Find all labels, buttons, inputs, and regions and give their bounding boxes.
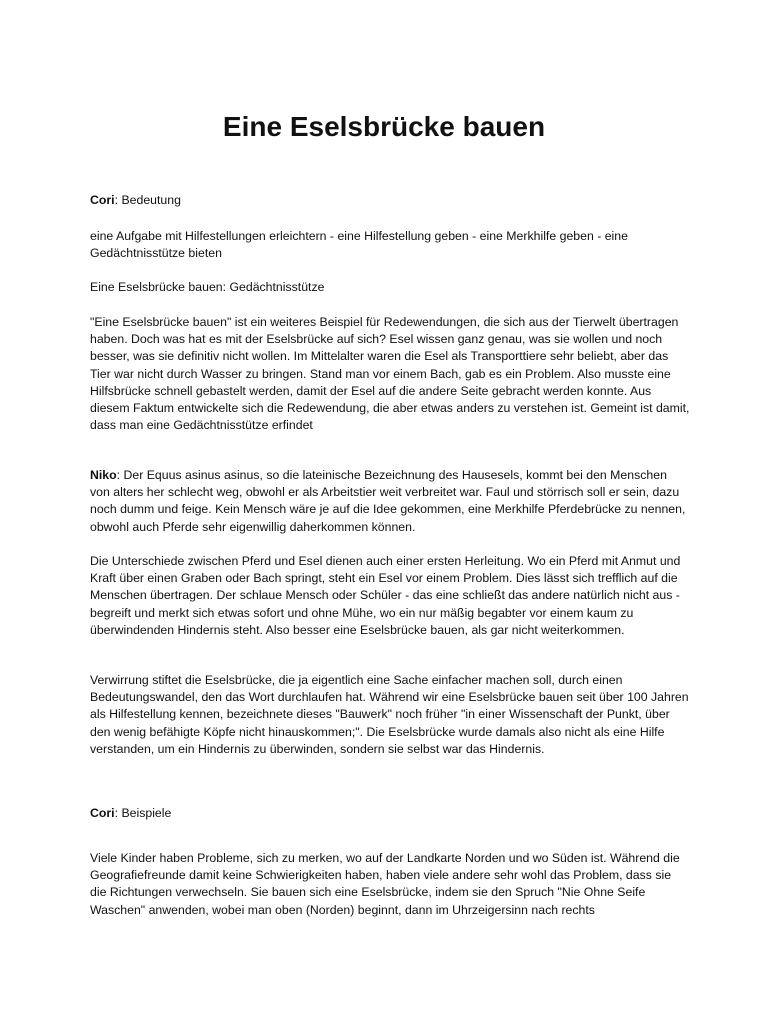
body-paragraph: Verwirrung stiftet die Eselsbrücke, die ja eigentlich eine Sache einfacher machen soll, durch einen Bedeutungswandel, den das Wort durchlaufen hat. Während wir eine Eselsbrücke bauen seit über 100 Jahren als Hilfestellung kennen, bezeichnete dieses "Bauwerk" noch früher "in einer Wissenschaft der Punkt, über den wenig befähigte Köpfe nicht hinauskommen;". Die Eselsbrücke wurde damals also nicht als eine Hilfe verstanden, um ein Hindernis zu überwinden, sondern sie selbst war das Hindernis. xyxy=(90,673,689,756)
definition-paragraph: eine Aufgabe mit Hilfestellungen erleichtern - eine Hilfestellung geben - eine Merkhilfe geben - eine Gedächtnisstütze bieten xyxy=(90,229,628,261)
speaker-name: Niko xyxy=(90,468,117,482)
speaker-name: Cori xyxy=(90,193,115,207)
section3-heading xyxy=(90,805,690,822)
niko-paragraph xyxy=(90,467,690,536)
body-paragraph: "Eine Eselsbrücke bauen" ist ein weiteres Beispiel für Redewendungen, die sich aus der Tierwelt übertragen haben. Doch was hat es mit der Eselsbrücke auf sich? Esel wissen ganz genau, was sie wollen und noch besser, was sie definitiv nicht wollen. Im Mittelalter waren die Esel als Transporttiere sehr beliebt, aber das Tier war nicht durch Wasser zu bringen. Stand man vor einem Bach, gab es ein Problem. Also musste eine Hilfsbrücke schnell gebastelt werden, damit der Esel auf die andere Seite gebracht werden konnte. Aus diesem Faktum entwickelte sich die Redewendung, die aber etwas anders zu verstehen ist. Gemeint ist damit, dass man eine Gedächtnisstütze erfindet xyxy=(90,315,690,433)
body-paragraph: Die Unterschiede zwischen Pferd und Esel dienen auch einer ersten Herleitung. Wo ein Pferd mit Anmut und Kraft über einen Graben oder Bach springt, steht ein Esel vor einem Problem. Dies lässt sich trefflich auf die Menschen übertragen. Der schlaue Mensch oder Schüler - das eine schließt das andere natürlich nicht aus - begreift und merkt sich etwas sofort und ohne Mühe, wo ein nur mäßig begabter vor einem kaum zu überwindenden Hindernis steht. Also besser eine Eselsbrücke bauen, als gar nicht weiterkommen. xyxy=(90,554,681,637)
section-heading-text: : Bedeutung xyxy=(114,193,181,207)
subheading-paragraph: Eine Eselsbrücke bauen: Gedächtnisstütze xyxy=(90,280,325,294)
page-title: Eine Eselsbrücke bauen xyxy=(222,111,546,142)
body-paragraph: Viele Kinder haben Probleme, sich zu merken, wo auf der Landkarte Norden und wo Süden ist. Während die Geografiefreunde damit keine Schwierigkeiten haben, haben viele andere sehr wohl das Problem, dass sie die Richtungen verwechseln. Sie bauen sich eine Eselsbrücke, indem sie den Spruch "Nie Ohne Seife Waschen" anwenden, wobei man oben (Norden) beginnt, dann im Uhrzeigersinn nach rechts xyxy=(90,851,680,917)
section1-heading xyxy=(90,192,690,209)
paragraph-text: : Der Equus asinus asinus, so die lateinische Bezeichnung des Hausesels, kommt bei den Menschen von alters her schlecht weg, obwohl er als Arbeitstier weit verbreitet war. Faul und störrisch soll er sein, dazu noch dumm und feige. Kein Mensch wäre je auf die Idee gekommen, eine Merkhilfe Pferdebrücke zu nennen, obwohl auch Pferde sehr eigenwillig daherkommen können. xyxy=(90,468,686,534)
section-heading-text: : Beispiele xyxy=(114,806,172,820)
speaker-name: Cori xyxy=(90,806,115,820)
